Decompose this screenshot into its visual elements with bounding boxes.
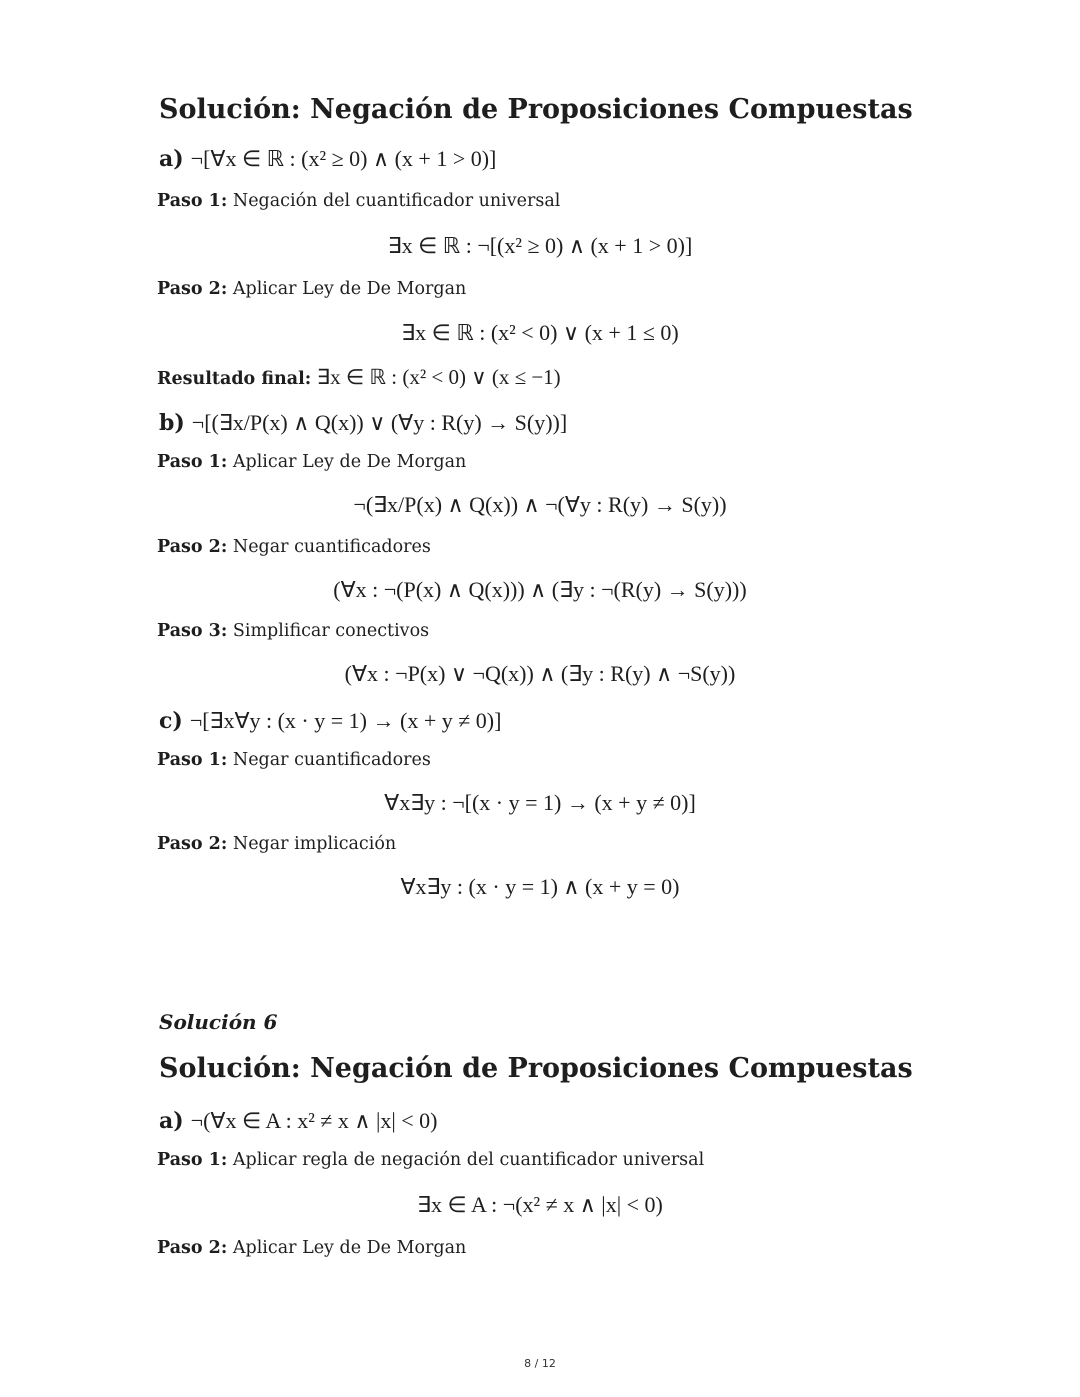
- display-equation: ¬(∃x/P(x) ∧ Q(x)) ∧ ¬(∀y : R(y) → S(y)): [353, 492, 727, 517]
- step-label: Paso 1:: [157, 191, 228, 211]
- result-equation: ∃x ∈ ℝ : (x² < 0) ∨ (x ≤ −1): [316, 365, 561, 389]
- step-line: [157, 834, 396, 854]
- part-label: b): [159, 410, 185, 436]
- display-equation: ∃x ∈ ℝ : ¬[(x² ≥ 0) ∧ (x + 1 > 0)]: [387, 233, 693, 258]
- section-title: Solución: Negación de Proposiciones Compuestas: [159, 1053, 913, 1084]
- page-number: 8 / 12: [524, 1357, 556, 1370]
- solution-heading: Solución 6: [159, 1010, 278, 1034]
- step-text: Simplificar conectivos: [232, 621, 430, 641]
- display-equation: ∀x∃y : (x · y = 1) ∧ (x + y = 0): [400, 874, 680, 899]
- step-line: [157, 1150, 704, 1170]
- part-c-heading: [159, 708, 501, 734]
- step-line: [157, 452, 466, 472]
- step-line: [157, 537, 431, 557]
- part-label: a): [159, 146, 184, 172]
- part-label: a): [159, 1108, 184, 1134]
- step-label: Paso 1:: [157, 452, 228, 472]
- step-label: Paso 2:: [157, 834, 228, 854]
- step-line: [157, 279, 466, 299]
- display-equation: ∃x ∈ A : ¬(x² ≠ x ∧ |x| < 0): [417, 1192, 663, 1217]
- step-text: Negar implicación: [232, 834, 397, 854]
- step-text: Negar cuantificadores: [232, 750, 431, 770]
- part-a-heading: [159, 146, 496, 172]
- step-line: [157, 191, 560, 211]
- display-equation: ∃x ∈ ℝ : (x² < 0) ∨ (x + 1 ≤ 0): [401, 320, 679, 345]
- step-label: Paso 3:: [157, 621, 228, 641]
- step-label: Paso 1:: [157, 1150, 228, 1170]
- part-statement: ¬[∀x ∈ ℝ : (x² ≥ 0) ∧ (x + 1 > 0)]: [190, 146, 497, 171]
- step-label: Paso 1:: [157, 750, 228, 770]
- part-b-heading: [159, 410, 567, 436]
- part-label: c): [159, 708, 183, 734]
- step-text: Negación del cuantificador universal: [232, 191, 561, 211]
- step-label: Paso 2:: [157, 1238, 228, 1258]
- step-text: Negar cuantificadores: [232, 537, 431, 557]
- step-line: [157, 621, 429, 641]
- result-line: [157, 365, 561, 390]
- step-line: [157, 1238, 466, 1258]
- step-text: Aplicar Ley de De Morgan: [232, 279, 467, 299]
- result-label: Resultado final:: [157, 369, 312, 389]
- part-a-heading: [159, 1108, 438, 1134]
- part-statement: ¬[∃x∀y : (x · y = 1) → (x + y ≠ 0)]: [189, 708, 502, 733]
- step-text: Aplicar regla de negación del cuantificador universal: [232, 1150, 705, 1170]
- step-text: Aplicar Ley de De Morgan: [232, 1238, 467, 1258]
- display-equation: (∀x : ¬(P(x) ∧ Q(x))) ∧ (∃y : ¬(R(y) → S(y))): [333, 577, 747, 602]
- step-label: Paso 2:: [157, 279, 228, 299]
- part-statement: ¬(∀x ∈ A : x² ≠ x ∧ |x| < 0): [190, 1108, 438, 1133]
- step-line: [157, 750, 431, 770]
- display-equation: (∀x : ¬P(x) ∨ ¬Q(x)) ∧ (∃y : R(y) ∧ ¬S(y)): [344, 661, 736, 686]
- part-statement: ¬[(∃x/P(x) ∧ Q(x)) ∨ (∀y : R(y) → S(y))]: [191, 410, 568, 435]
- section-title: Solución: Negación de Proposiciones Compuestas: [159, 94, 913, 125]
- step-text: Aplicar Ley de De Morgan: [232, 452, 467, 472]
- step-label: Paso 2:: [157, 537, 228, 557]
- display-equation: ∀x∃y : ¬[(x · y = 1) → (x + y ≠ 0)]: [384, 790, 696, 815]
